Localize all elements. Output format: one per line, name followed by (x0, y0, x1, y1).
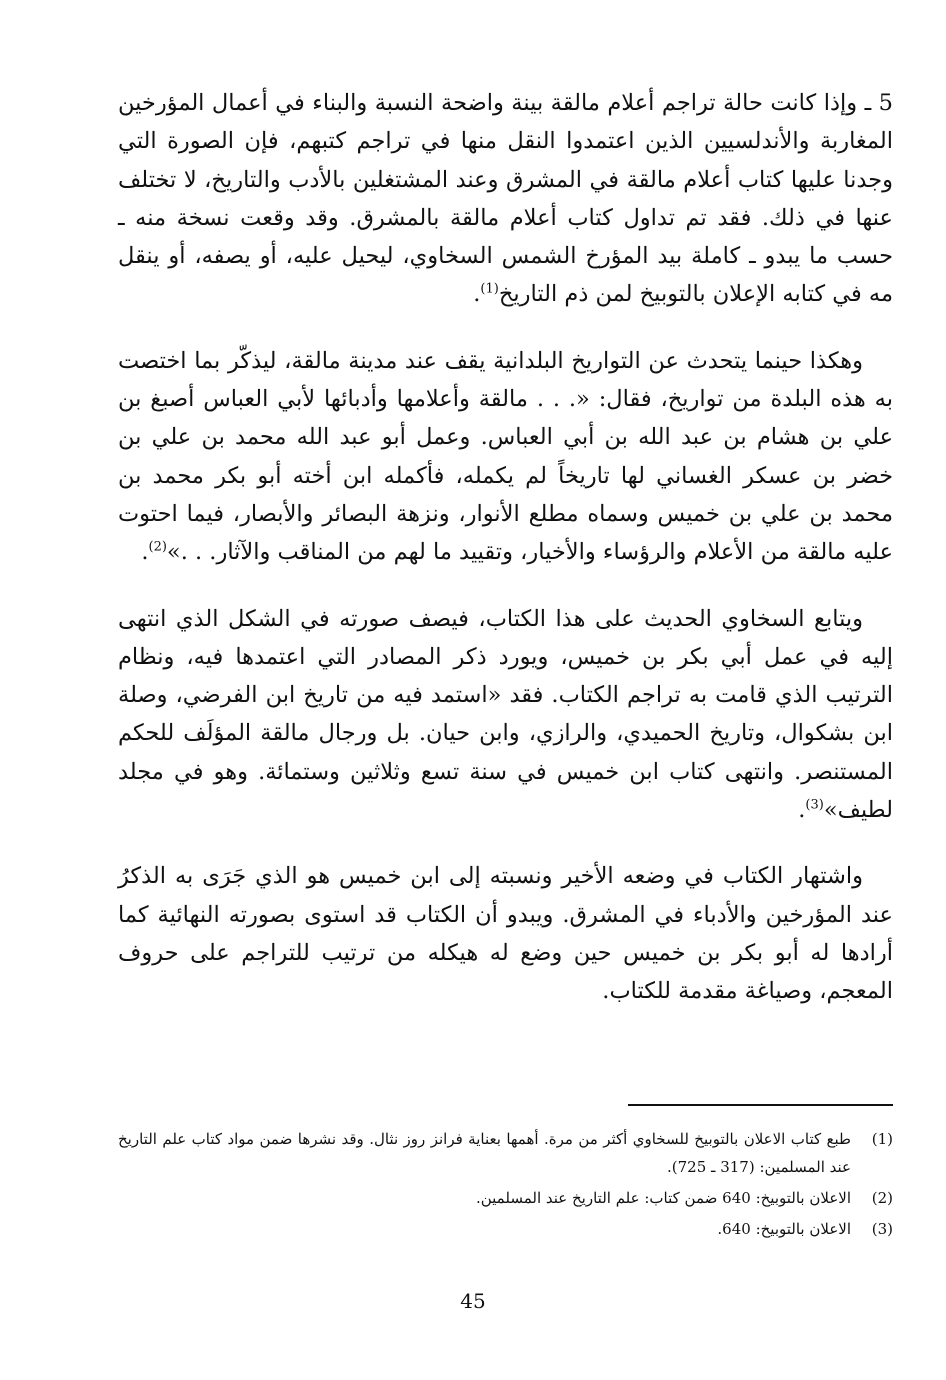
footnote-text: الاعلان بالتوبيخ: 640 ضمن كتاب: علم التاريخ عند المسلمين. (475, 1189, 851, 1207)
footnote-ref-1: (1) (480, 281, 499, 297)
footnote-number: (1) (871, 1130, 893, 1148)
footnote-2 (118, 1184, 893, 1212)
footnote-divider (628, 1104, 893, 1106)
paragraph-text: واشتهار الكتاب في وضعه الأخير ونسبته إلى ابن خميس هو الذي جَرَى به الذكرُ عند المؤرخين والأدباء في المشرق. ويبدو أن الكتاب قد استوى بصورته النهائية كما أرادها له أبو بكر بن خميس حين وضع له هيكله من ترتيب للتراجم على حروف المعجم، وصياغة مقدمة للكتاب. (118, 863, 893, 1005)
footnote-text: الاعلان بالتوبيخ: 640. (717, 1220, 851, 1238)
footnote-number: (3) (871, 1220, 893, 1238)
footnotes (118, 1125, 893, 1246)
paragraph-sakhawi-description (118, 600, 893, 830)
footnote-ref-2: (2) (148, 539, 167, 555)
footnote-number: (2) (871, 1189, 893, 1207)
footnote-1 (118, 1125, 893, 1181)
paragraph-local-histories (118, 342, 893, 572)
page-number: 45 (460, 1289, 486, 1313)
footnote-text: طبع كتاب الاعلان بالتوبيخ للسخاوي أكثر من مرة. أهمها بعناية فرانز روز نثال. وقد نشرها ضمن مواد كتاب علم التاريخ عند المسلمين: (317 ـ 725). (118, 1130, 851, 1176)
paragraph-tail: . (141, 539, 149, 566)
footnote-ref-3: (3) (805, 797, 824, 813)
paragraph-5 (118, 84, 893, 314)
paragraph-text: وهكذا حينما يتحدث عن التواريخ البلدانية يقف عند مدينة مالقة، ليذكّر بما اختصت به هذه البلدة من تواريخ، فقال: «. . . مالقة وأعلامها وأدبائها لأبي العباس أصبغ بن علي بن هشام بن عبد الله بن أبي العباس. وعمل أبو عبد الله محمد بن علي بن خضر بن عسكر الغساني لها تاريخاً لم يكمله، فأكمله ابن أخته أبو بكر محمد بن محمد بن علي بن خميس وسماه مطلع الأنوار، ونزهة البصائر والأبصار، فيما احتوت عليه مالقة من الأعلام والرؤساء والأخيار، وتقييد ما لهم من المناقب والآثار. . .» (118, 347, 893, 566)
main-text (118, 84, 893, 1039)
paragraph-text: 5 ـ وإذا كانت حالة تراجم أعلام مالقة بينة واضحة النسبة والبناء في أعمال المؤرخين المغاربة والأندلسيين الذين اعتمدوا النقل منها في تراجم كتبهم، فإن الصورة التي وجدنا عليها كتاب أعلام مالقة في المشرق وعند المشتغلين بالأدب والتاريخ، لا تختلف عنها في ذلك. فقد تم تداول كتاب أعلام مالقة بالمشرق. وقد وقعت نسخة منه ـ حسب ما يبدو ـ كاملة بيد المؤرخ الشمس السخاوي، ليحيل عليه، أو يصفه، أو ينقل مه في كتابه الإعلان بالتوبيخ لمن ذم التاريخ (118, 90, 893, 308)
paragraph-tail: . (473, 281, 481, 308)
paragraph-book-fame (118, 857, 893, 1010)
footnote-3 (118, 1215, 893, 1243)
paragraph-text: ويتابع السخاوي الحديث على هذا الكتاب، فيصف صورته في الشكل الذي انتهى إليه في عمل أبي بكر بن خميس، ويورد ذكر المصادر التي اعتمدها فيه، ونظام الترتيب الذي قامت به تراجم الكتاب. فقد «استمد فيه من تاريخ ابن الفرضي، وصلة ابن بشكوال، وتاريخ الحميدي، والرازي، وابن حيان. بل ورجال مالقة المؤلَف للحكم المستنصر. وانتهى كتاب ابن خميس في سنة تسع وثلاثين وستمائة. وهو في مجلد لطيف» (118, 605, 893, 824)
paragraph-tail: . (798, 797, 806, 824)
